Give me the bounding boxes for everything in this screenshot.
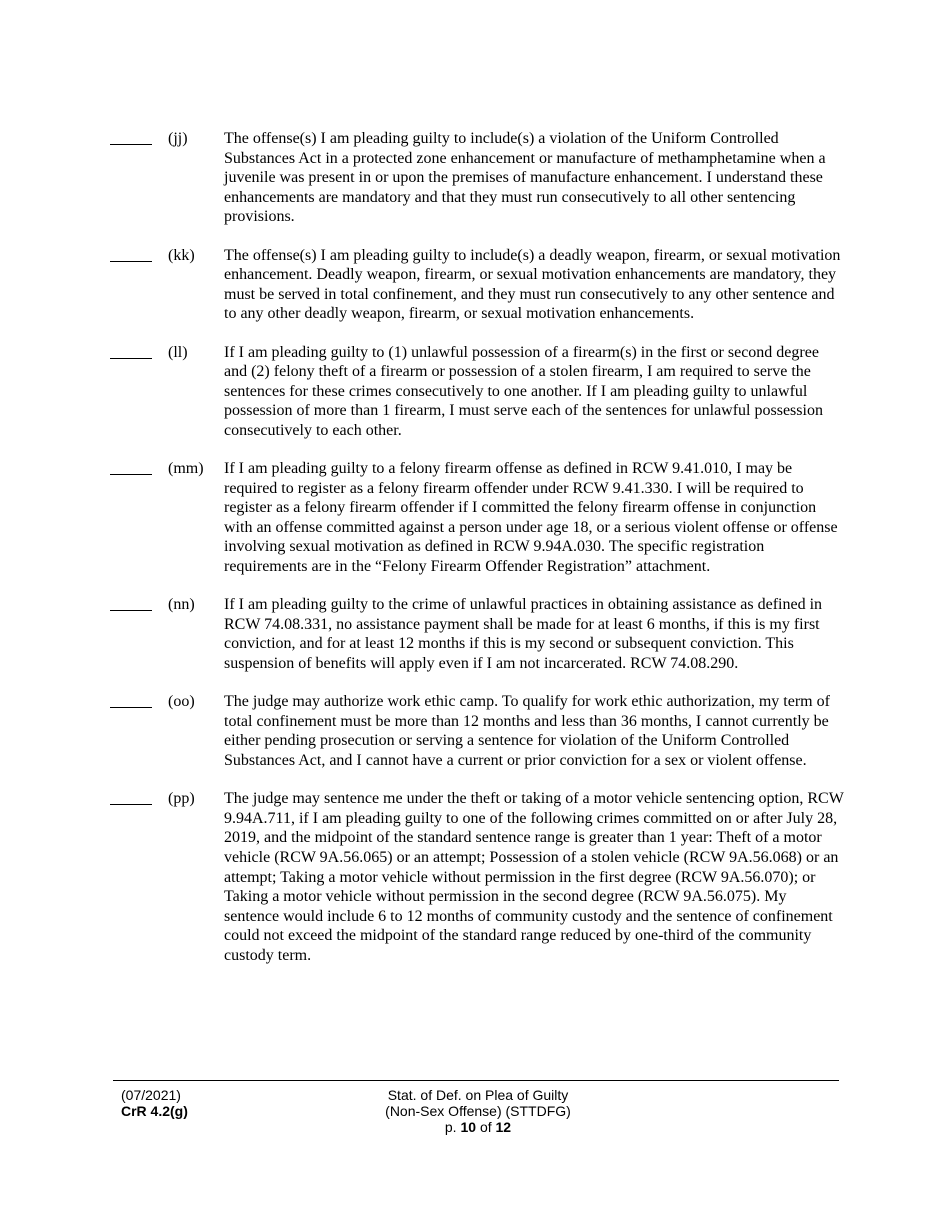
clause-text: If I am pleading guilty to a felony firearm offense as defined in RCW 9.41.010, I may be required to register as a felony firearm offender under RCW 9.41.330. I will be required to register as a felony firearm offender if I committed the felony firearm offense in conjunction with an offense committed against a person under age 18, or a serious violent offense or offense involving sexual motivation as defined in RCW 9.94A.030. The specific registration requirements are in the “Felony Firearm Offender Registration” attachment. [224, 460, 838, 576]
clause-label: (mm) [168, 460, 204, 478]
initial-blank[interactable] [110, 246, 152, 262]
footer-document-title [323, 1087, 633, 1135]
initial-blank[interactable] [110, 692, 152, 708]
clause-kk [110, 246, 845, 324]
initial-blank[interactable] [110, 459, 152, 475]
clause-text: If I am pleading guilty to (1) unlawful possession of a firearm(s) in the first or second degree and (2) felony theft of a firearm or possession of a stolen firearm, I am required to serve the sentences for these crimes consecutively to one another. If I am pleading guilty to unlawful possession of more than 1 firearm, I must serve each of the sentences for unlawful possession consecutively to each other. [224, 343, 823, 439]
clause-label: (kk) [168, 246, 195, 264]
clause-text: The offense(s) I am pleading guilty to include(s) a violation of the Uniform Controlled Substances Act in a protected zone enhancement or manufacture of methamphetamine when a juvenile was present in or upon the premises of manufacture enhancement. I understand these enhancements are mandatory and that they must run consecutively to all other sentencing provisions. [224, 130, 826, 226]
initial-blank[interactable] [110, 595, 152, 611]
footer-form-info [121, 1087, 188, 1119]
clause-ll [110, 343, 845, 441]
clause-text: The judge may sentence me under the theft or taking of a motor vehicle sentencing option, RCW 9.94A.711, if I am pleading guilty to one of the following crimes committed on or after July 28, 2019, and the midpoint of the standard sentence range is greater than 1 year: Theft of a motor vehicle (RCW 9A.56.065) or an attempt; Possession of a stolen vehicle (RCW 9A.56.068) or an attempt; Taking a motor vehicle without permission in the first degree (RCW 9A.56.070); or Taking a motor vehicle without permission in the second degree (RCW 9A.56.075). My sentence would include 6 to 12 months of community custody and the sentence of confinement could not exceed the midpoint of the standard range reduced by one-third of the community custody term. [224, 790, 844, 964]
clause-label: (ll) [168, 343, 188, 361]
initial-blank[interactable] [110, 343, 152, 359]
initial-blank[interactable] [110, 789, 152, 805]
clause-text: The offense(s) I am pleading guilty to include(s) a deadly weapon, firearm, or sexual motivation enhancement. Deadly weapon, firearm, or sexual motivation enhancements are mandatory, they must be served in total confinement, and they must run consecutively to any other sentence and to any other deadly weapon, firearm, or sexual motivation enhancements. [224, 246, 841, 323]
clause-text: If I am pleading guilty to the crime of unlawful practices in obtaining assistance as defined in RCW 74.08.331, no assistance payment shall be made for at least 6 months, if this is my first conviction, and for at least 12 months if this is my second or subsequent conviction. This suspension of benefits will apply even if I am not incarcerated. RCW 74.08.290. [224, 596, 823, 673]
page-current: 10 [460, 1119, 477, 1135]
clause-label: (nn) [168, 596, 195, 614]
page-of: of [479, 1119, 492, 1135]
court-rule: CrR 4.2(g) [121, 1103, 188, 1119]
clause-nn [110, 595, 845, 673]
page-total: 12 [495, 1119, 512, 1135]
page-footer [113, 1080, 839, 1141]
document-title-line1: Stat. of Def. on Plea of Guilty [387, 1087, 569, 1103]
form-date: (07/2021) [121, 1087, 181, 1103]
page-number [323, 1119, 633, 1135]
initial-blank[interactable] [110, 129, 152, 145]
clause-jj [110, 129, 845, 227]
clause-oo [110, 692, 845, 770]
clause-mm [110, 459, 845, 577]
clause-label: (oo) [168, 693, 195, 711]
clause-label: (jj) [168, 130, 188, 147]
page-prefix: p. [444, 1119, 457, 1135]
clause-pp [110, 789, 845, 965]
clause-text: The judge may authorize work ethic camp. To qualify for work ethic authorization, my term of total confinement must be more than 12 months and less than 36 months, I cannot currently be either pending prosecution or serving a sentence for violation of the Uniform Controlled Substances Act, and I cannot have a current or prior conviction for a sex or violent offense. [224, 693, 830, 769]
document-title-line2: (Non-Sex Offense) (STTDFG) [385, 1103, 571, 1119]
clause-list [110, 129, 845, 984]
clause-label: (pp) [168, 790, 195, 808]
